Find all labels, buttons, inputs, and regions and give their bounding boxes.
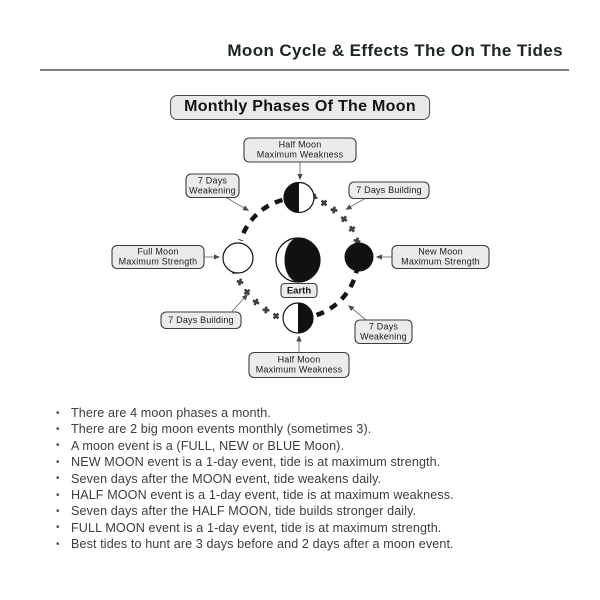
- fact-item: • There are 4 moon phases a month.: [55, 405, 580, 421]
- svg-text:7 Days: 7 Days: [197, 175, 228, 186]
- svg-text:Half Moon: Half Moon: [277, 354, 321, 365]
- cross-marker-icon: [271, 311, 281, 321]
- cross-marker-icon: [251, 297, 260, 306]
- svg-text:Maximum Strength: Maximum Strength: [401, 256, 480, 267]
- label-half-moon-bottom: [249, 353, 349, 378]
- half-moon-bottom-graphic: [283, 303, 313, 333]
- cross-marker-icon: [347, 224, 356, 233]
- svg-text:Full Moon: Full Moon: [137, 246, 179, 257]
- half-moon-top-graphic: [284, 183, 314, 213]
- fact-item: • NEW MOON event is a 1-day event, tide is at maximum strength.: [55, 454, 580, 470]
- leader-weakening-top-left: [226, 198, 249, 211]
- fact-item: • A moon event is a (FULL, NEW or BLUE Moon).: [55, 438, 580, 454]
- leader-weakening-bottom-right: [349, 306, 367, 321]
- waning-trail-bottom-right: [317, 271, 357, 316]
- earth-graphic: [276, 238, 320, 282]
- fact-item: • Seven days after the MOON event, tide weakens daily.: [55, 471, 580, 487]
- diagram-title: Monthly Phases Of The Moon: [170, 95, 430, 120]
- svg-text:Earth: Earth: [286, 285, 312, 297]
- svg-text:Half Moon: Half Moon: [278, 139, 322, 150]
- page-title: Moon Cycle & Effects The On The Tides: [227, 41, 563, 60]
- svg-text:New Moon: New Moon: [418, 246, 463, 257]
- label-new-moon: [392, 246, 489, 269]
- building-trail-top-right: [310, 193, 362, 246]
- full-moon-graphic: [223, 243, 253, 273]
- label-weakening-top-left: [186, 174, 239, 198]
- fact-item: • There are 2 big moon events monthly (sometimes 3).: [55, 421, 580, 437]
- fact-item: • HALF MOON event is a 1-day event, tide is at maximum weakness.: [55, 487, 580, 503]
- new-moon-graphic: [345, 243, 374, 272]
- cross-marker-icon: [339, 214, 348, 223]
- earth-shadow: [285, 238, 321, 282]
- cross-marker-icon: [262, 306, 269, 313]
- label-building-bottom-left: [161, 312, 241, 329]
- svg-text:Maximum Strength: Maximum Strength: [118, 256, 198, 267]
- label-half-moon-top: [244, 138, 356, 162]
- fact-item: • Seven days after the HALF MOON, tide builds stronger daily.: [55, 503, 580, 519]
- cross-marker-icon: [330, 206, 338, 214]
- label-full-moon: [112, 246, 204, 269]
- svg-text:Weakening: Weakening: [189, 185, 236, 196]
- waning-trail-top-left: [241, 200, 283, 241]
- svg-text:Maximum Weakness: Maximum Weakness: [255, 364, 343, 375]
- title-underline: [40, 69, 569, 71]
- svg-text:Maximum Weakness: Maximum Weakness: [256, 149, 344, 160]
- label-weakening-bottom-right: [355, 320, 412, 344]
- svg-text:Weakening: Weakening: [360, 331, 407, 342]
- cross-marker-icon: [319, 198, 329, 208]
- svg-text:7 Days: 7 Days: [368, 321, 399, 332]
- svg-text:7 Days Building: 7 Days Building: [356, 185, 422, 195]
- label-building-top-right: [349, 182, 429, 199]
- earth-label: [281, 284, 317, 298]
- fact-item: • Best tides to hunt are 3 days before and 2 days after a moon event.: [55, 536, 580, 552]
- fact-item: • FULL MOON event is a 1-day event, tide is at maximum strength.: [55, 520, 580, 536]
- leader-building-top-right: [346, 199, 365, 210]
- facts-list: [55, 405, 580, 553]
- moon-phase-diagram: [0, 130, 600, 390]
- svg-text:7 Days Building: 7 Days Building: [168, 315, 234, 325]
- leader-building-bottom-left: [231, 295, 248, 313]
- cross-marker-icon: [236, 278, 244, 286]
